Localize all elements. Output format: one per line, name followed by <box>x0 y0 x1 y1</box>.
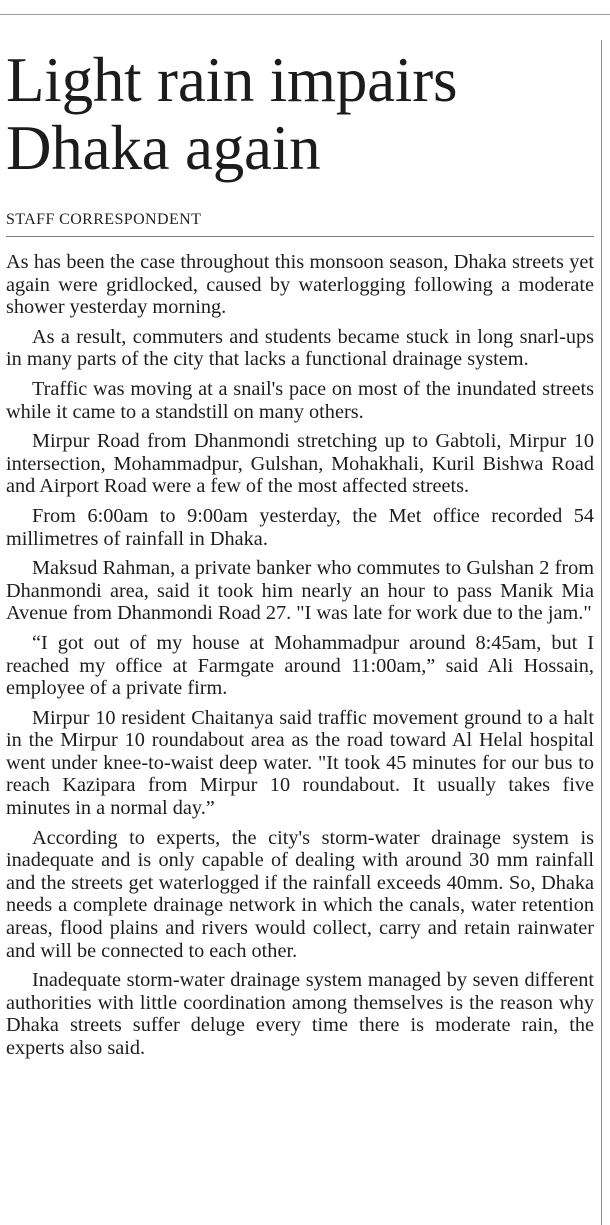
top-rule <box>0 14 610 15</box>
byline: STAFF CORRESPONDENT <box>6 210 594 237</box>
paragraph: Mirpur 10 resident Chaitanya said traffic movement ground to a halt in the Mirpur 10 roundabout area as the road toward Al Helal hospital went under knee-to-waist deep water. "It took 45 minutes for our bus to reach Kazipara from Mirpur 10 roundabout. It usually takes five minutes in a normal day.” <box>6 706 594 820</box>
paragraph: Maksud Rahman, a private banker who commutes to Gulshan 2 from Dhanmondi area, said it took him nearly an hour to pass Manik Mia Avenue from Dhanmondi Road 27. "I was late for work due to the jam." <box>6 557 594 625</box>
paragraph: From 6:00am to 9:00am yesterday, the Met office recorded 54 millimetres of rainfall in Dhaka. <box>6 504 594 550</box>
paragraph: Mirpur Road from Dhanmondi stretching up to Gabtoli, Mirpur 10 intersection, Mohammadpur, Gulshan, Mohakhali, Kuril Bishwa Road and Airport Road were a few of the most affected streets. <box>6 430 594 498</box>
paragraph: Inadequate storm-water drainage system managed by seven different authorities with little coordination among themselves is the reason why Dhaka streets suffer deluge every time there is moderate rain, the experts also said. <box>6 969 594 1059</box>
paragraph: As has been the case throughout this monsoon season, Dhaka streets yet again were gridlocked, caused by waterlogging following a moderate shower yesterday morning. <box>6 251 594 319</box>
article-body <box>6 251 594 1060</box>
news-article <box>6 46 594 1067</box>
headline: Light rain impairs Dhaka again <box>6 45 458 183</box>
paragraph: According to experts, the city's storm-water drainage system is inadequate and is only capable of dealing with around 30 mm rainfall and the streets get waterlogged if the rainfall exceeds 40mm. So, Dhaka needs a complete drainage network in which the canals, water retention areas, flood plains and rivers would collect, carry and retain rainwater and will be connected to each other. <box>6 826 594 962</box>
paragraph: As a result, commuters and students became stuck in long snarl-ups in many parts of the city that lacks a functional drainage system. <box>6 325 594 371</box>
column-rule <box>601 40 602 1225</box>
paragraph: Traffic was moving at a snail's pace on most of the inundated streets while it came to a standstill on many others. <box>6 377 594 423</box>
paragraph: “I got out of my house at Mohammadpur around 8:45am, but I reached my office at Farmgate around 11:00am,” said Ali Hossain, employee of a private firm. <box>6 631 594 700</box>
